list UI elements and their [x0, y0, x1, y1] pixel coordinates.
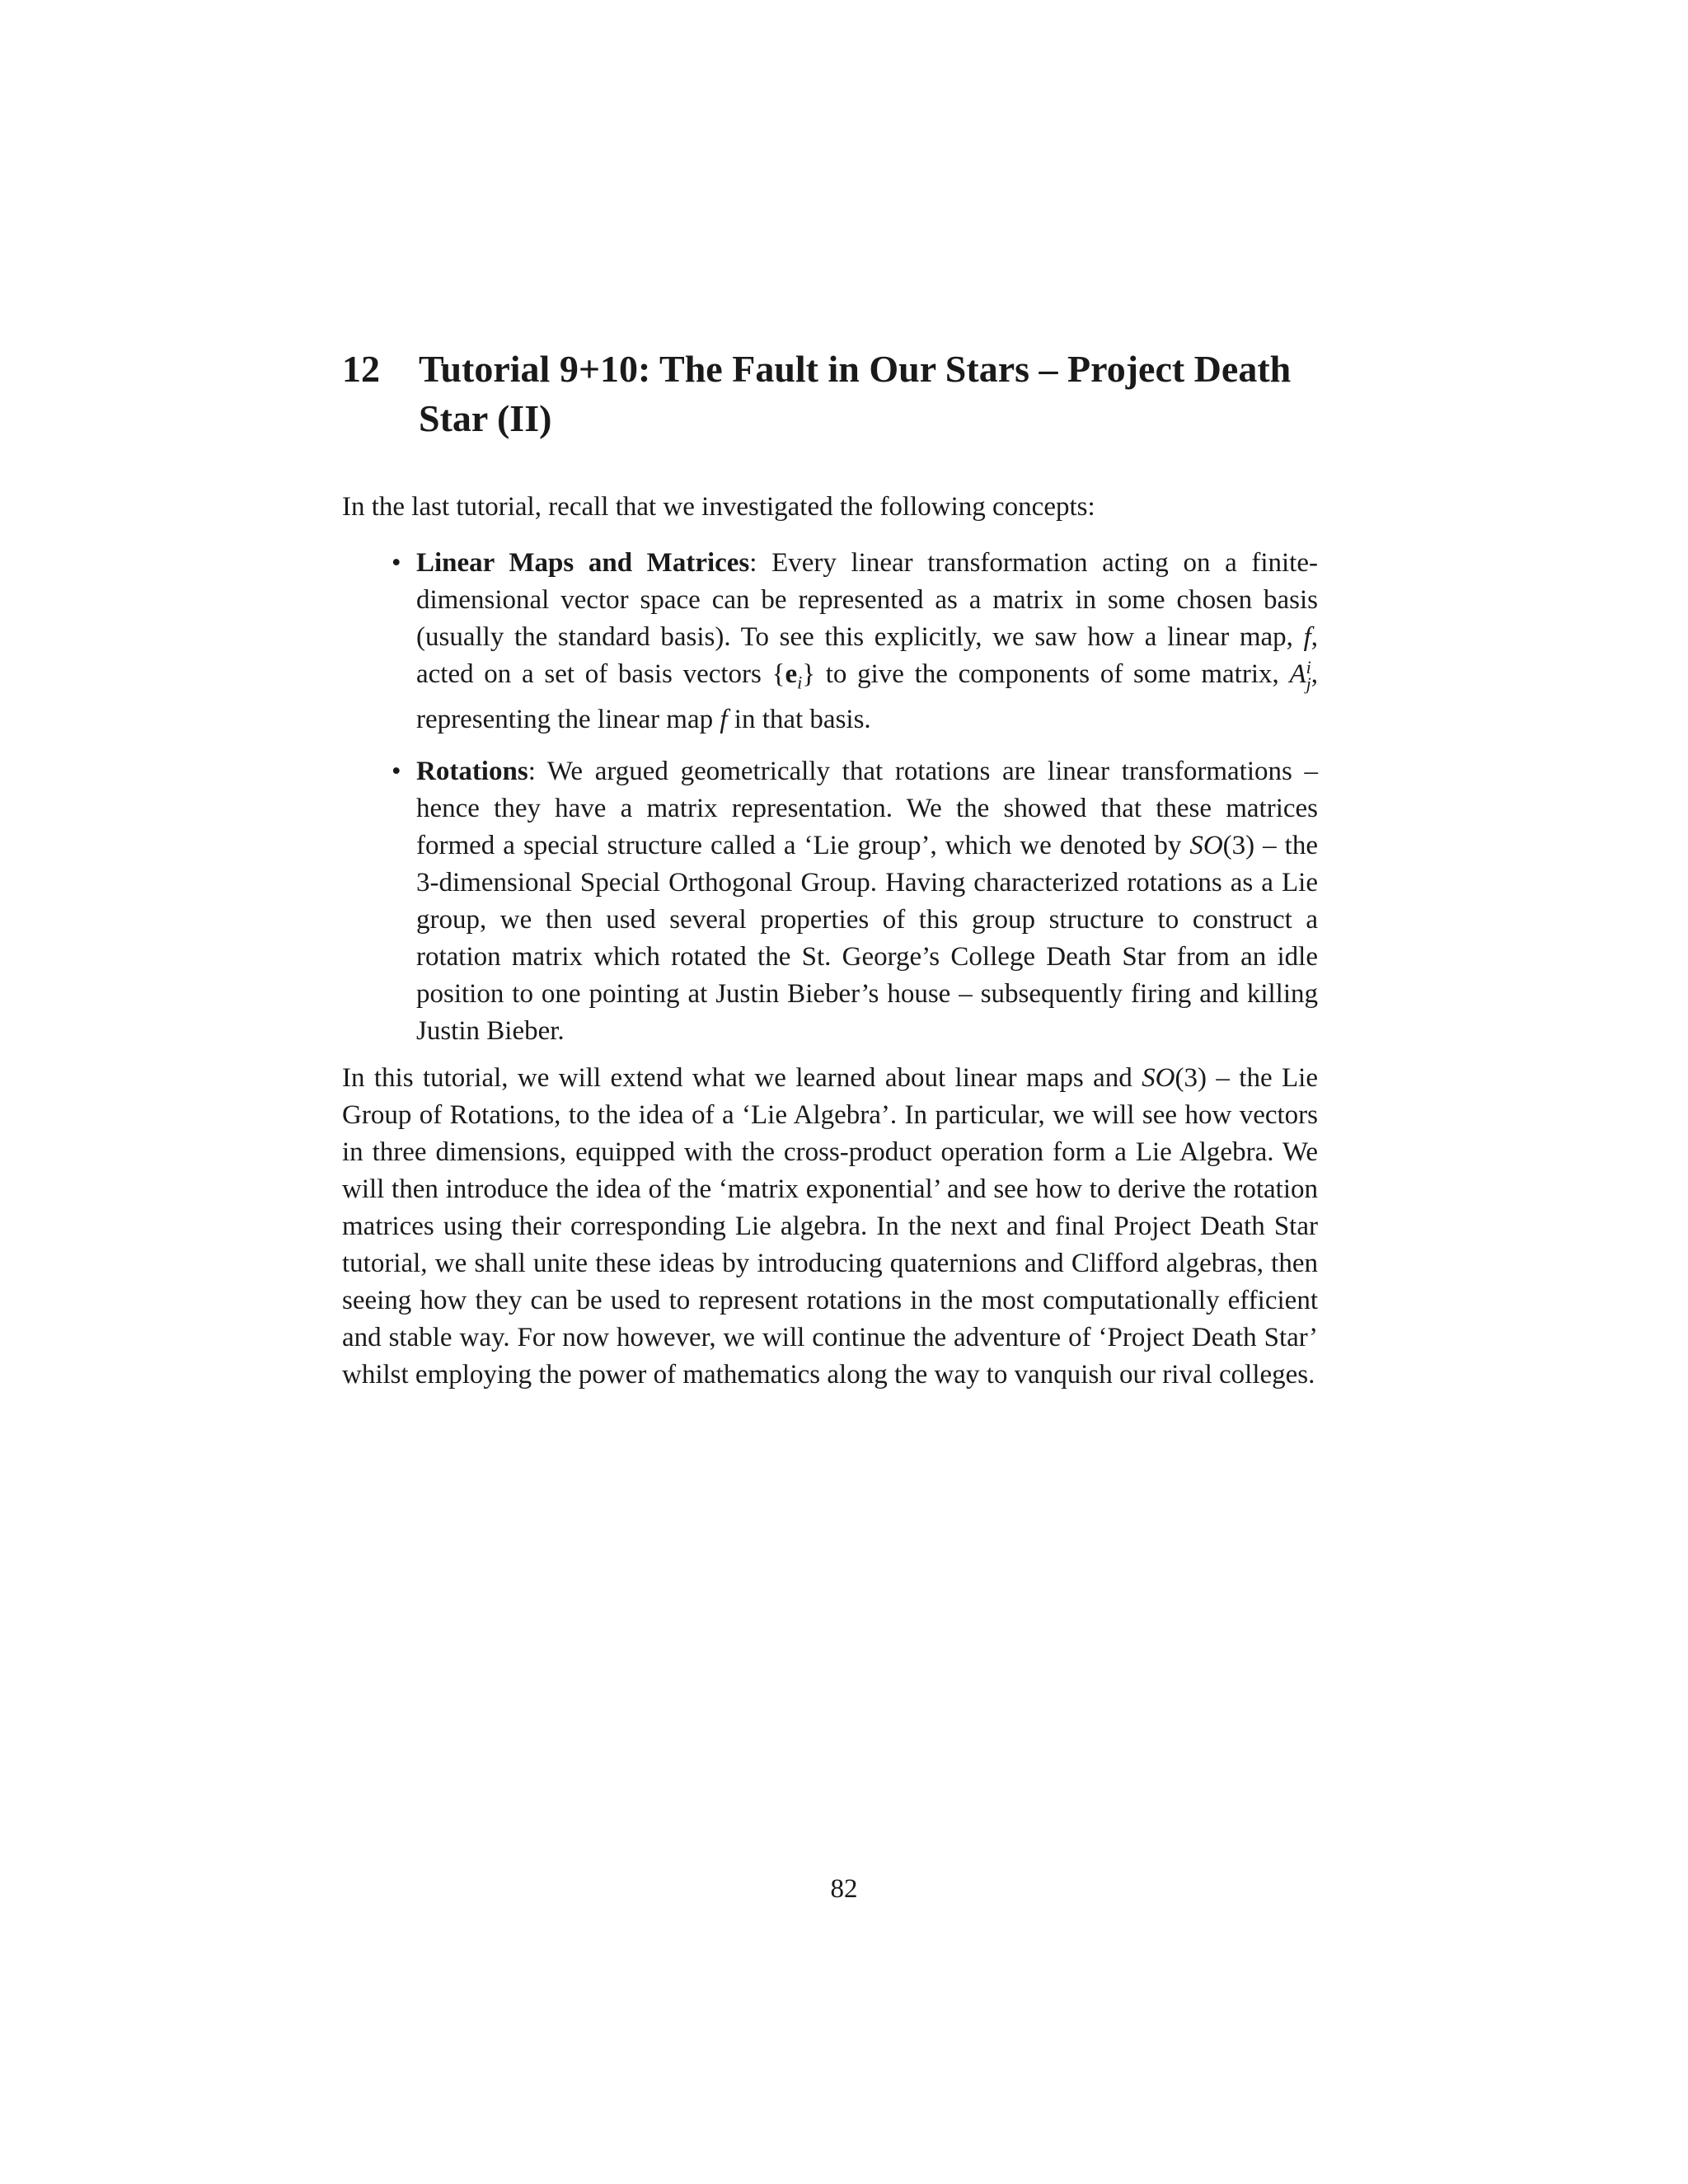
bullet-icon: •: [392, 548, 401, 578]
list-item-text: , representing the linear map: [416, 659, 1319, 734]
list-item-text: – the 3-dimensional Special Orthogonal Group. Having characterized rotations as a Lie group, we then used several properties of this group structure to construct a rotation matrix which rotated the St. George’s College Death Star from an idle position to one pointing at Justin Bieber’s house – subsequently firing and killing Justin Bieber.: [416, 830, 1318, 1046]
math-superscript: i: [1306, 657, 1311, 678]
math-subscript: j: [1306, 673, 1311, 695]
list-item-text: : Every linear transformation acting on a finite-dimensional vector space can be represented as a matrix in some chosen basis (usually the standard basis). To see this explicitly, we saw how a linear map,: [416, 548, 1318, 652]
list-item-linear-maps: [392, 545, 1318, 738]
list-item-rotations: [392, 753, 1318, 1050]
math-symbol: }: [802, 659, 816, 689]
list-item-text: , acted on a set of basis vectors: [416, 622, 1318, 689]
bullet-icon: •: [392, 756, 401, 786]
section-number: 12: [342, 348, 380, 390]
math-symbol: SO: [1142, 1063, 1175, 1093]
page-number: 82: [830, 1874, 858, 1904]
section-title: Tutorial 9+10: The Fault in Our Stars – Project Death Star (II): [419, 348, 1292, 439]
list-item-text: to give the components of some matrix,: [815, 659, 1290, 689]
math-symbol: f: [1303, 622, 1311, 652]
section-heading: [342, 344, 1331, 443]
math-symbol: SO: [1189, 830, 1223, 860]
paragraph-text: – the Lie Group of Rotations, to the idea of a ‘Lie Algebra’. In particular, we will see how vectors in three dimensions, equipped with the cross-product operation form a Lie Algebra. We will then introduce the idea of the ‘matrix exponential’ and see how to derive the rotation matrices using their corresponding Lie algebra. In the next and final Project Death Star tutorial, we shall unite these ideas by introducing quaternions and Clifford algebras, then seeing how they can be used to represent rotations in the most computationally efficient and stable way. For now however, we will continue the adventure of ‘Project Death Star’ whilst employing the power of mathematics along the way to vanquish our rival colleges.: [342, 1063, 1318, 1390]
math-symbol: A: [1289, 659, 1306, 689]
list-item-heading: Linear Maps and Matrices: [416, 548, 750, 578]
list-item-heading: Rotations: [416, 756, 528, 786]
math-subscript: i: [797, 672, 803, 693]
math-symbol: (3): [1175, 1063, 1207, 1093]
outro-paragraph: [342, 1060, 1318, 1394]
math-symbol: e: [785, 659, 798, 689]
concept-list: [392, 545, 1318, 1065]
math-symbol: (3): [1222, 830, 1255, 860]
paragraph-text: In this tutorial, we will extend what we learned about linear maps and: [342, 1063, 1142, 1093]
math-symbol: f: [720, 704, 728, 734]
list-item-text: in that basis.: [727, 704, 871, 734]
math-symbol: {: [771, 659, 785, 689]
list-item-text: : We argued geometrically that rotations are linear transformations – hence they have a matrix representation. We the showed that these matrices formed a special structure called a ‘Lie group’, which we denoted by: [416, 756, 1318, 860]
intro-paragraph: In the last tutorial, recall that we investigated the following concepts:: [342, 492, 1095, 522]
